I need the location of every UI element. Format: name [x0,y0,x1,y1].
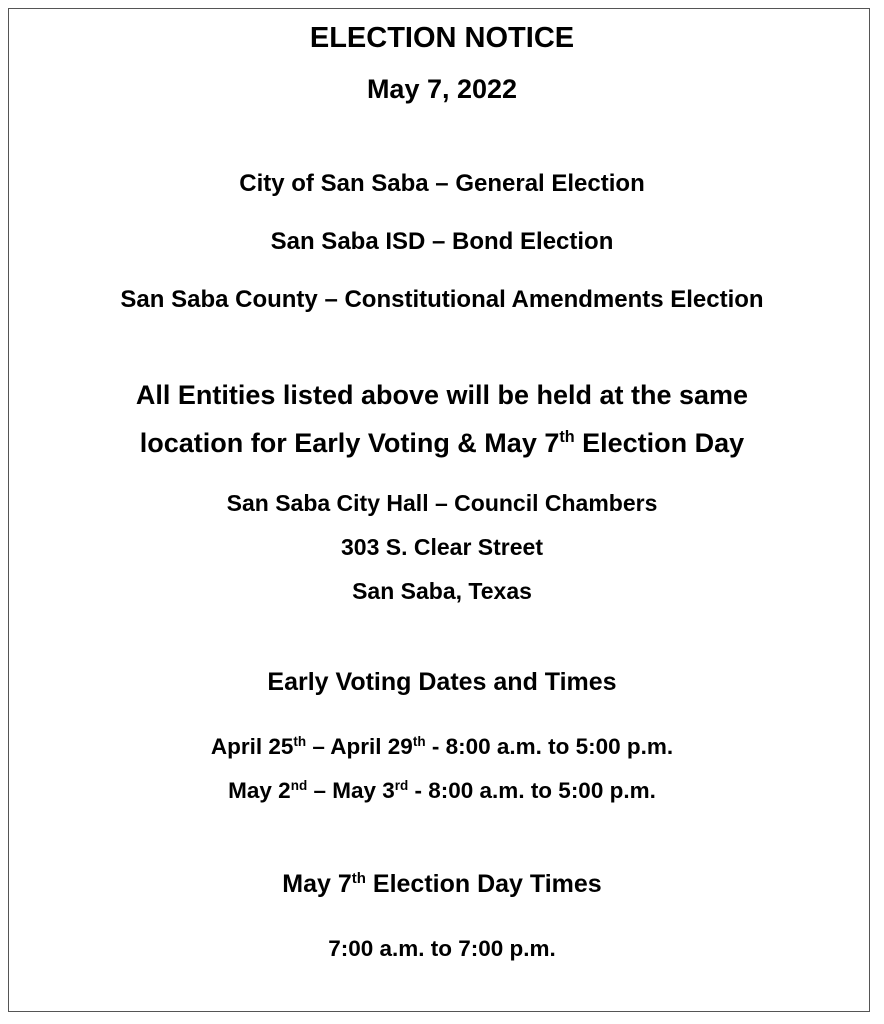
location-statement-line1: All Entities listed above will be held at the same [135,380,749,410]
notice-title: ELECTION NOTICE [309,22,575,54]
notice-date: May 7, 2022 [366,74,518,104]
election-day-times: 7:00 a.m. to 7:00 p.m. [328,936,556,961]
election-city: City of San Saba – General Election [239,170,645,197]
address-venue: San Saba City Hall – Council Chambers [226,490,658,516]
election-day-heading: May 7th Election Day Times [282,869,602,898]
election-county: San Saba County – Constitutional Amendments Election [120,286,764,313]
early-voting-row-2: May 2nd – May 3rd - 8:00 a.m. to 5:00 p.m. [228,777,656,803]
early-voting-row-1: April 25th – April 29th - 8:00 a.m. to 5:00 p.m. [210,733,674,759]
election-isd: San Saba ISD – Bond Election [270,228,614,255]
address-street: 303 S. Clear Street [340,534,543,560]
early-voting-heading: Early Voting Dates and Times [267,668,617,696]
address-city: San Saba, Texas [352,578,532,604]
location-statement-line2: location for Early Voting & May 7th Election Day [139,427,745,458]
